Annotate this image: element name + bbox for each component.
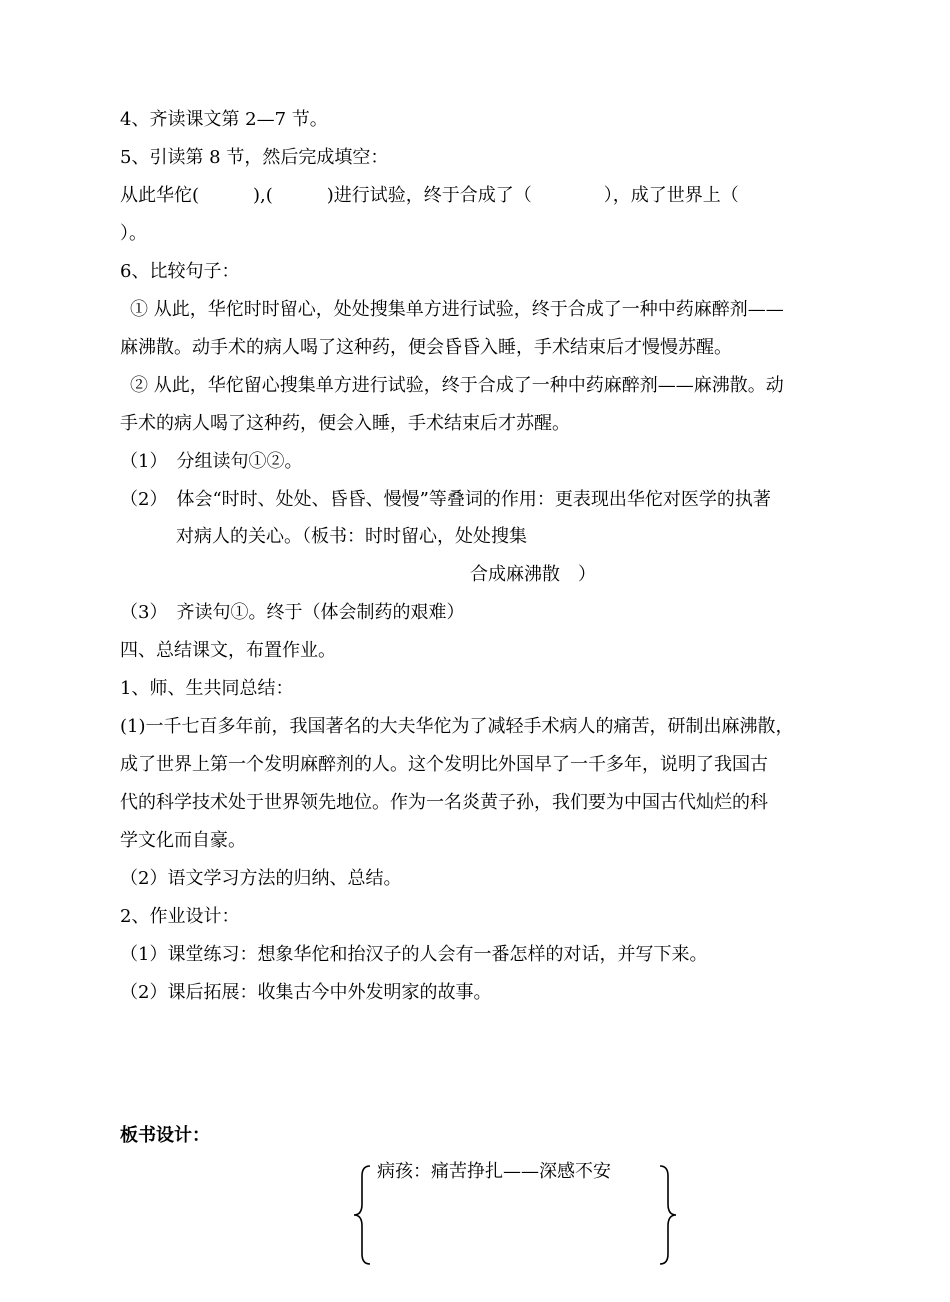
board-item-sick-child: 病孩：痛苦挣扎——深感不安 <box>377 1161 611 1182</box>
fill-in-blank-end: ）。 <box>120 223 147 244</box>
summary-paragraph-line-1: (1)一千七百多年前，我国著名的大夫华佗为了减轻手术病人的痛苦，研制出麻沸散， <box>120 716 794 737</box>
board-note-continued: 合成麻沸散 ） <box>470 564 596 585</box>
step-4-read-together: 4、齐读课文第 2—7 节。 <box>120 109 328 130</box>
summary-paragraph-line-3: 代的科学技术处于世界领先地位。作为一名炎黄子孙，我们要为中国古代灿烂的科 <box>120 792 768 813</box>
right-brace <box>652 1160 682 1270</box>
homework-heading: 2、作业设计： <box>120 906 240 927</box>
fill-in-blank-sentence: 从此华佗( ),( )进行试验，终于合成了（ ），成了世界上（ <box>120 185 739 206</box>
task-3-read-together: （3） 齐读句①。终于（体会制药的艰难） <box>120 602 465 623</box>
summary-paragraph-line-2: 成了世界上第一个发明麻醉剂的人。这个发明比外国早了一千多年，说明了我国古 <box>120 754 768 775</box>
homework-item-1: （1）课堂练习：想象华佗和抬汉子的人会有一番怎样的对话，并写下来。 <box>120 944 708 965</box>
sentence-1-line-2: 麻沸散。动手术的病人喝了这种药，便会昏昏入睡，手术结束后才慢慢苏醒。 <box>120 337 732 358</box>
sentence-2-line-1: ② 从此，华佗留心搜集单方进行试验，终于合成了一种中药麻醉剂——麻沸散。动 <box>130 375 784 396</box>
summary-item-2: （2）语文学习方法的归纳、总结。 <box>120 868 402 889</box>
sentence-2-line-2: 手术的病人喝了这种药，便会入睡，手术结束后才苏醒。 <box>120 413 570 434</box>
homework-item-2: （2）课后拓展：收集古今中外发明家的故事。 <box>120 982 492 1003</box>
left-brace <box>348 1160 378 1270</box>
task-1-group-reading: （1） 分组读句①②。 <box>120 451 303 472</box>
task-2-continued: 对病人的关心。（板书：时时留心，处处搜集 <box>176 526 527 547</box>
step-6-compare-sentences: 6、比较句子： <box>120 261 240 282</box>
step-5-guided-reading: 5、引读第 8 节，然后完成填空： <box>120 147 389 168</box>
sentence-1-line-1: ① 从此，华佗时时留心，处处搜集单方进行试验，终于合成了一种中药麻醉剂—— <box>130 299 784 320</box>
summary-paragraph-line-4: 学文化而自豪。 <box>120 830 246 851</box>
summary-heading: 1、师、生共同总结： <box>120 678 294 699</box>
task-2-reduplication: （2） 体会“时时、处处、昏昏、慢慢”等叠词的作用：更表现出华佗对医学的执著 <box>120 489 771 510</box>
section-4-heading: 四、总结课文，布置作业。 <box>120 640 336 661</box>
board-design-heading: 板书设计： <box>120 1125 210 1146</box>
